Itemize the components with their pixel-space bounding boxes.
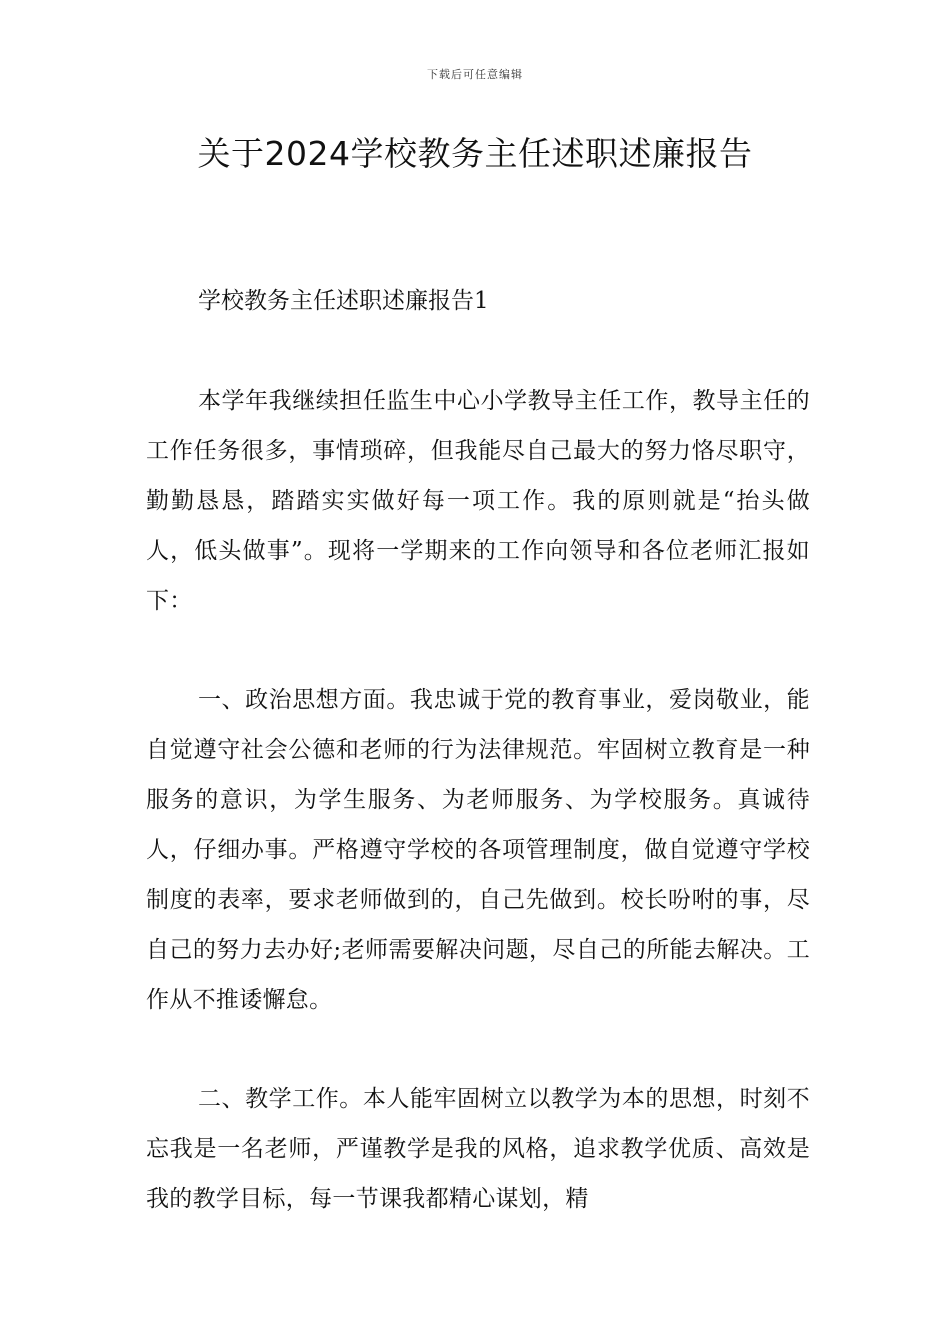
- header-note: 下载后可任意编辑: [427, 68, 523, 81]
- document-title: 关于2024学校教务主任述职述廉报告: [197, 134, 753, 173]
- section-subtitle: 学校教务主任述职述廉报告1: [198, 288, 489, 314]
- body-paragraph-political: 一、政治思想方面。我忠诚于党的教育事业，爱岗敬业，能自觉遵守社会公德和老师的行为法律规范。牢固树立教育是一种服务的意识，为学生服务、为老师服务、为学校服务。真诚待人，仔细办事。严格遵守学校的各项管理制度，做自觉遵守学校制度的表率，要求老师做到的，自己先做到。校长吩咐的事，尽自己的努力去办好;老师需要解决问题，尽自己的所能去解决。工作从不推诿懈怠。: [146, 687, 810, 1013]
- body-paragraph-intro: 本学年我继续担任监生中心小学教导主任工作，教导主任的工作任务很多，事情琐碎，但我能尽自己最大的努力恪尽职守，勤勤恳恳，踏踏实实做好每一项工作。我的原则就是“抬头做人，低头做事”。现将一学期来的工作向领导和各位老师汇报如下：: [146, 388, 810, 614]
- body-paragraph-teaching: 二、教学工作。本人能牢固树立以教学为本的思想，时刻不忘我是一名老师，严谨教学是我的风格，追求教学优质、高效是我的教学目标，每一节课我都精心谋划，精: [146, 1086, 810, 1212]
